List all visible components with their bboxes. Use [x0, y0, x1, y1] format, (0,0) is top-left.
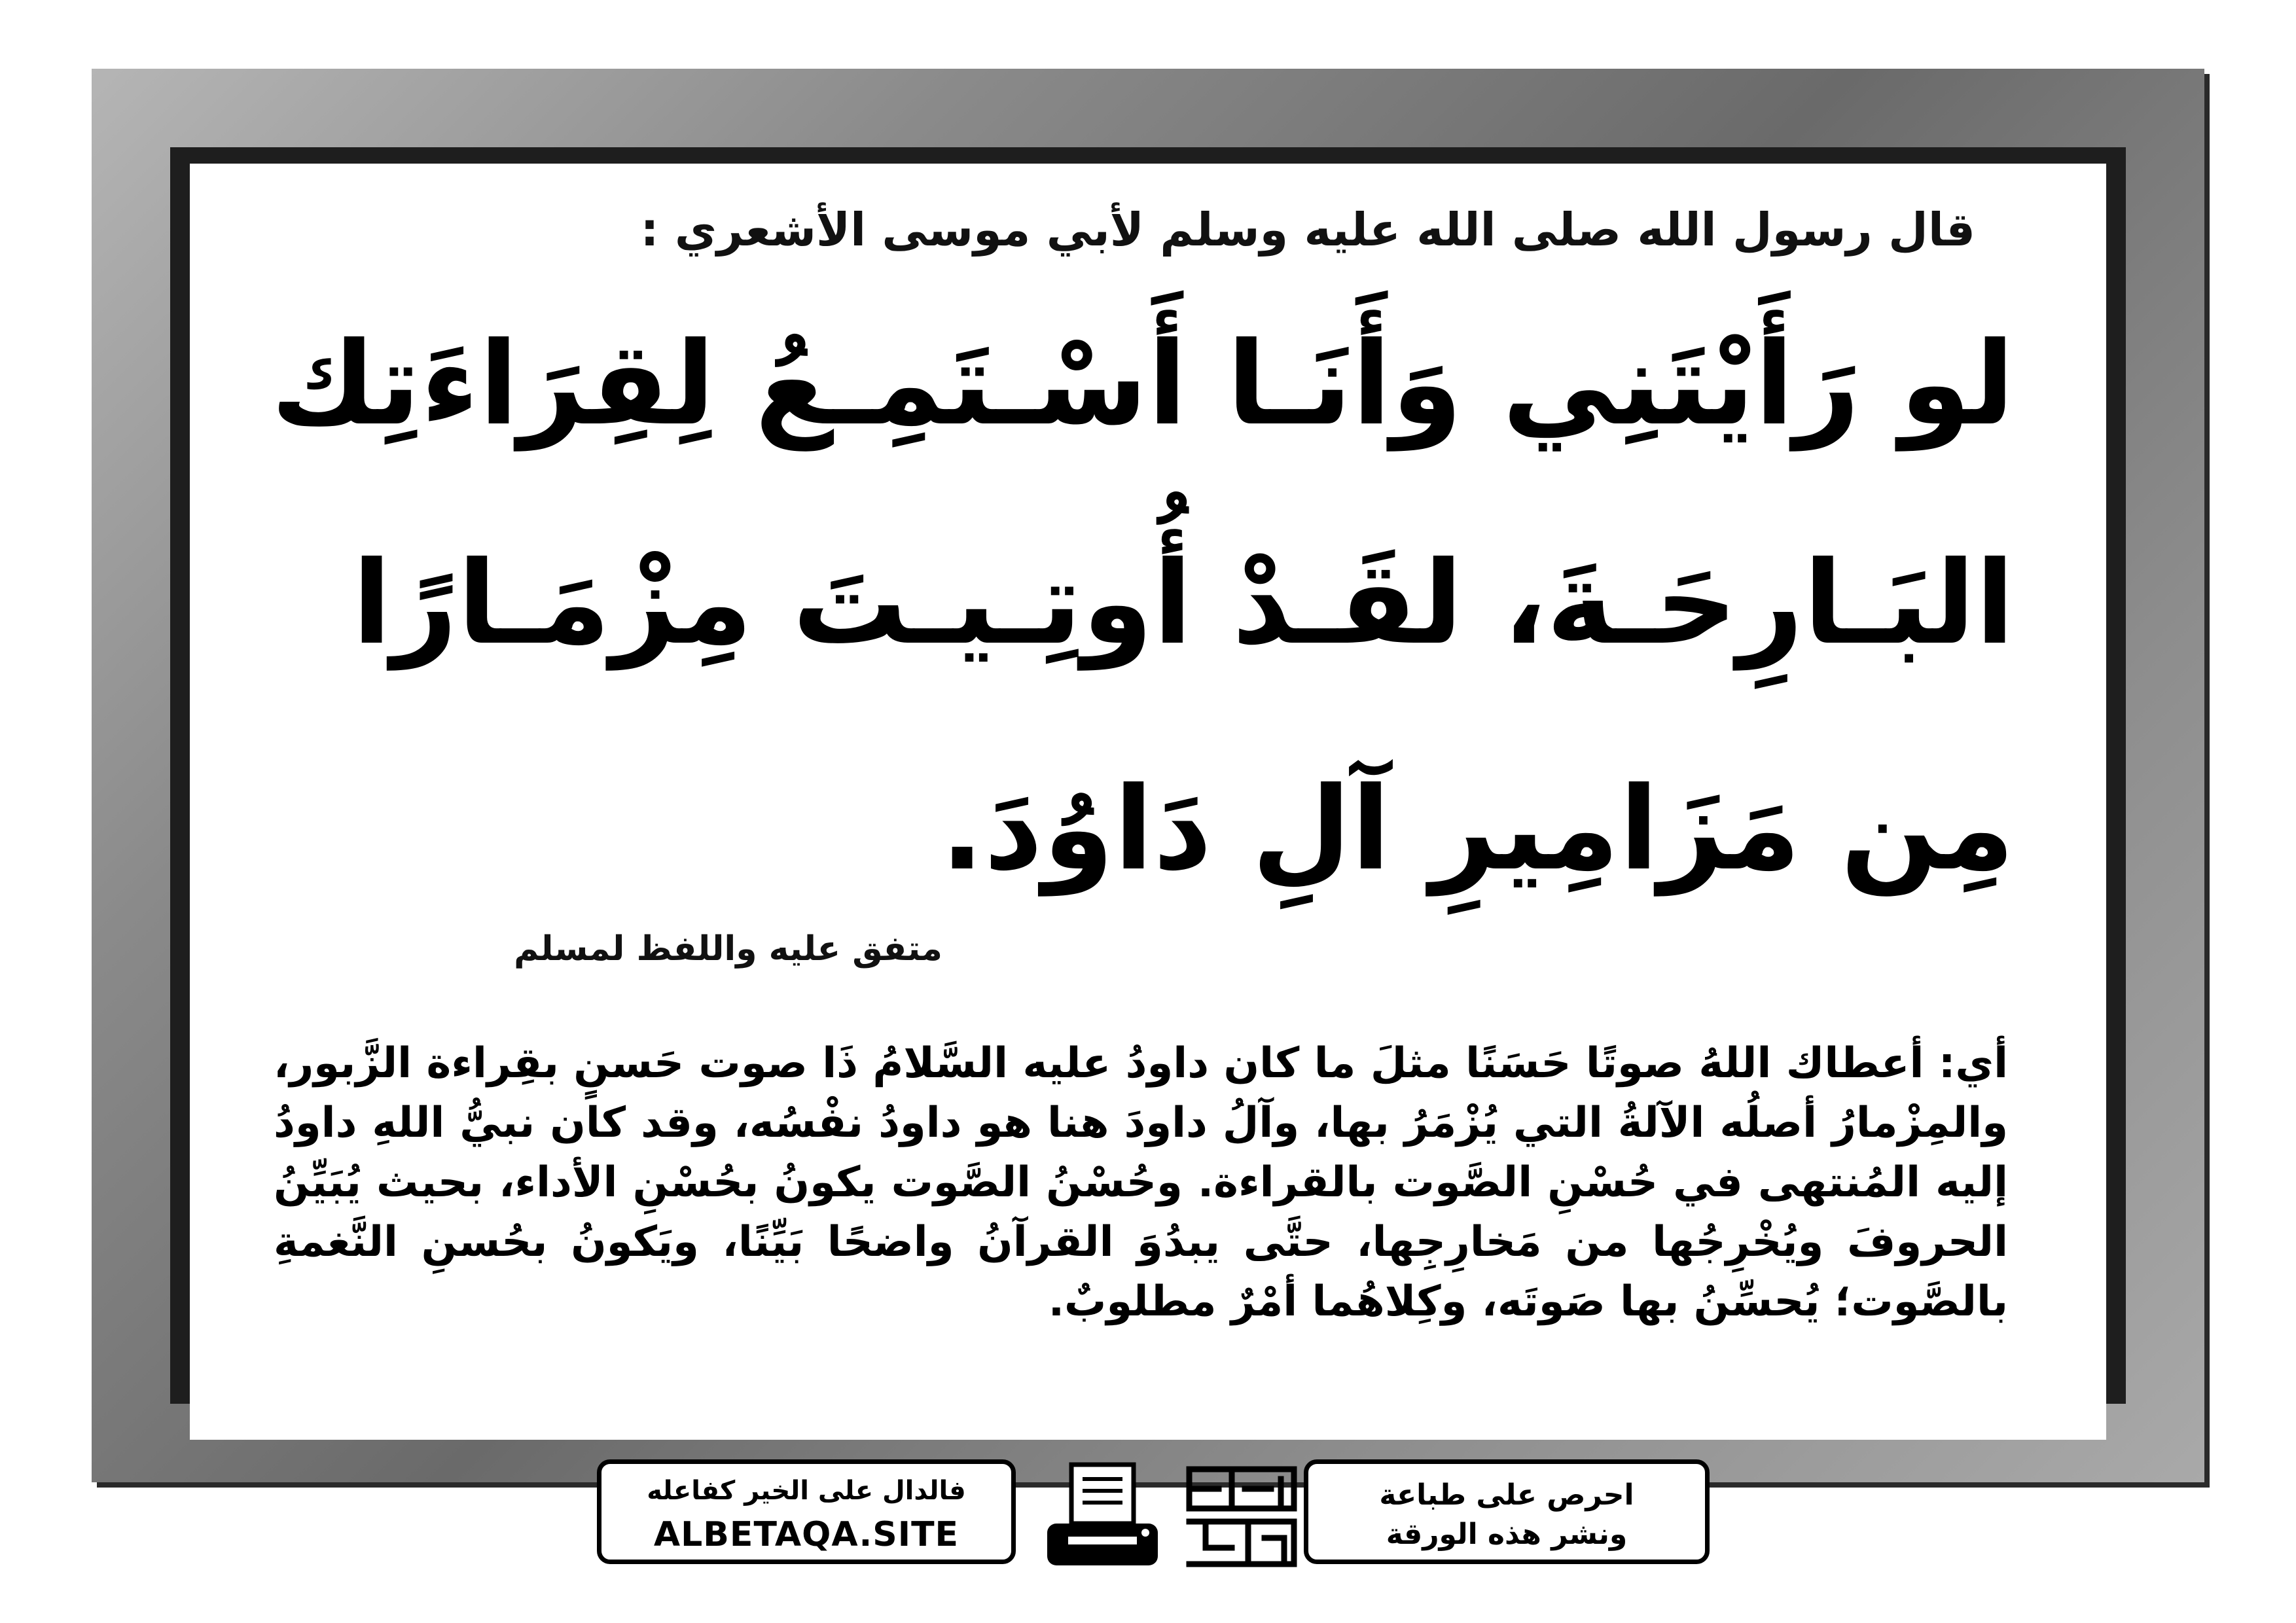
footer-print-line-1: احرص على طباعة: [1379, 1478, 1634, 1512]
content-panel: [190, 164, 2106, 1440]
footer-slogan: فالدال على الخير كفاعله: [647, 1476, 966, 1506]
intro-line: قال رسول الله صلى الله عليه وسلم لأبي موسى الأشعري :: [640, 203, 1975, 257]
hadith-line-3: مِن مَزَامِيرِ آلِ دَاوُدَ.: [940, 763, 2015, 896]
hadith-line-2: البَـارِحَـةَ، لقَـدْ أُوتِـيـتَ مِزْمَـارًا: [352, 537, 2015, 670]
footer-website-box: [597, 1459, 1016, 1564]
footer-bar: [597, 1459, 1710, 1577]
hadith-line-1: لو رَأَيْتَنِي وَأَنَـا أَسْـتَمِـعُ لِقِرَاءَتِك: [270, 318, 2015, 451]
footer-print-box: [1304, 1459, 1710, 1564]
logo-icon: [1179, 1459, 1304, 1571]
explanation-text: أي: أعطاك اللهُ صوتًا حَسَنًا مثلَ ما كان داودُ عليه السَّلامُ ذَا صوت حَسنٍ بقِراءة الزَّبور، والمِزْمارُ أصلُه الآلةُ التي يُزْمَرُ بها، وآلُ داودَ هنا هو داودُ نفْسُه، وقد كان نبيُّ اللهِ داودُ إليه المُنتهى في حُسْنِ الصَّوت بالقراءة. وحُسْنُ الصَّوت يكونُ بحُسْنِ الأداء، بحيث يُبَيِّنُ الحروفَ ويُخْرِجُها من مَخارِجِها، حتَّى يبدُوَ القرآنُ واضحًا بَيِّنًا، ويَكونُ بحُسنِ النَّغمةِ بالصَّوت؛ يُحسِّنُ بها صَوتَه، وكِلاهُما أمْرٌ مطلوبٌ.: [274, 1039, 2008, 1326]
hadith-source: متفق عليه واللفظ لمسلم: [514, 929, 942, 969]
footer-print-line-2: ونشر هذه الورقة: [1386, 1518, 1628, 1551]
footer-website[interactable]: ALBETAQA.SITE: [653, 1515, 960, 1554]
printer-icon: [1042, 1459, 1163, 1571]
